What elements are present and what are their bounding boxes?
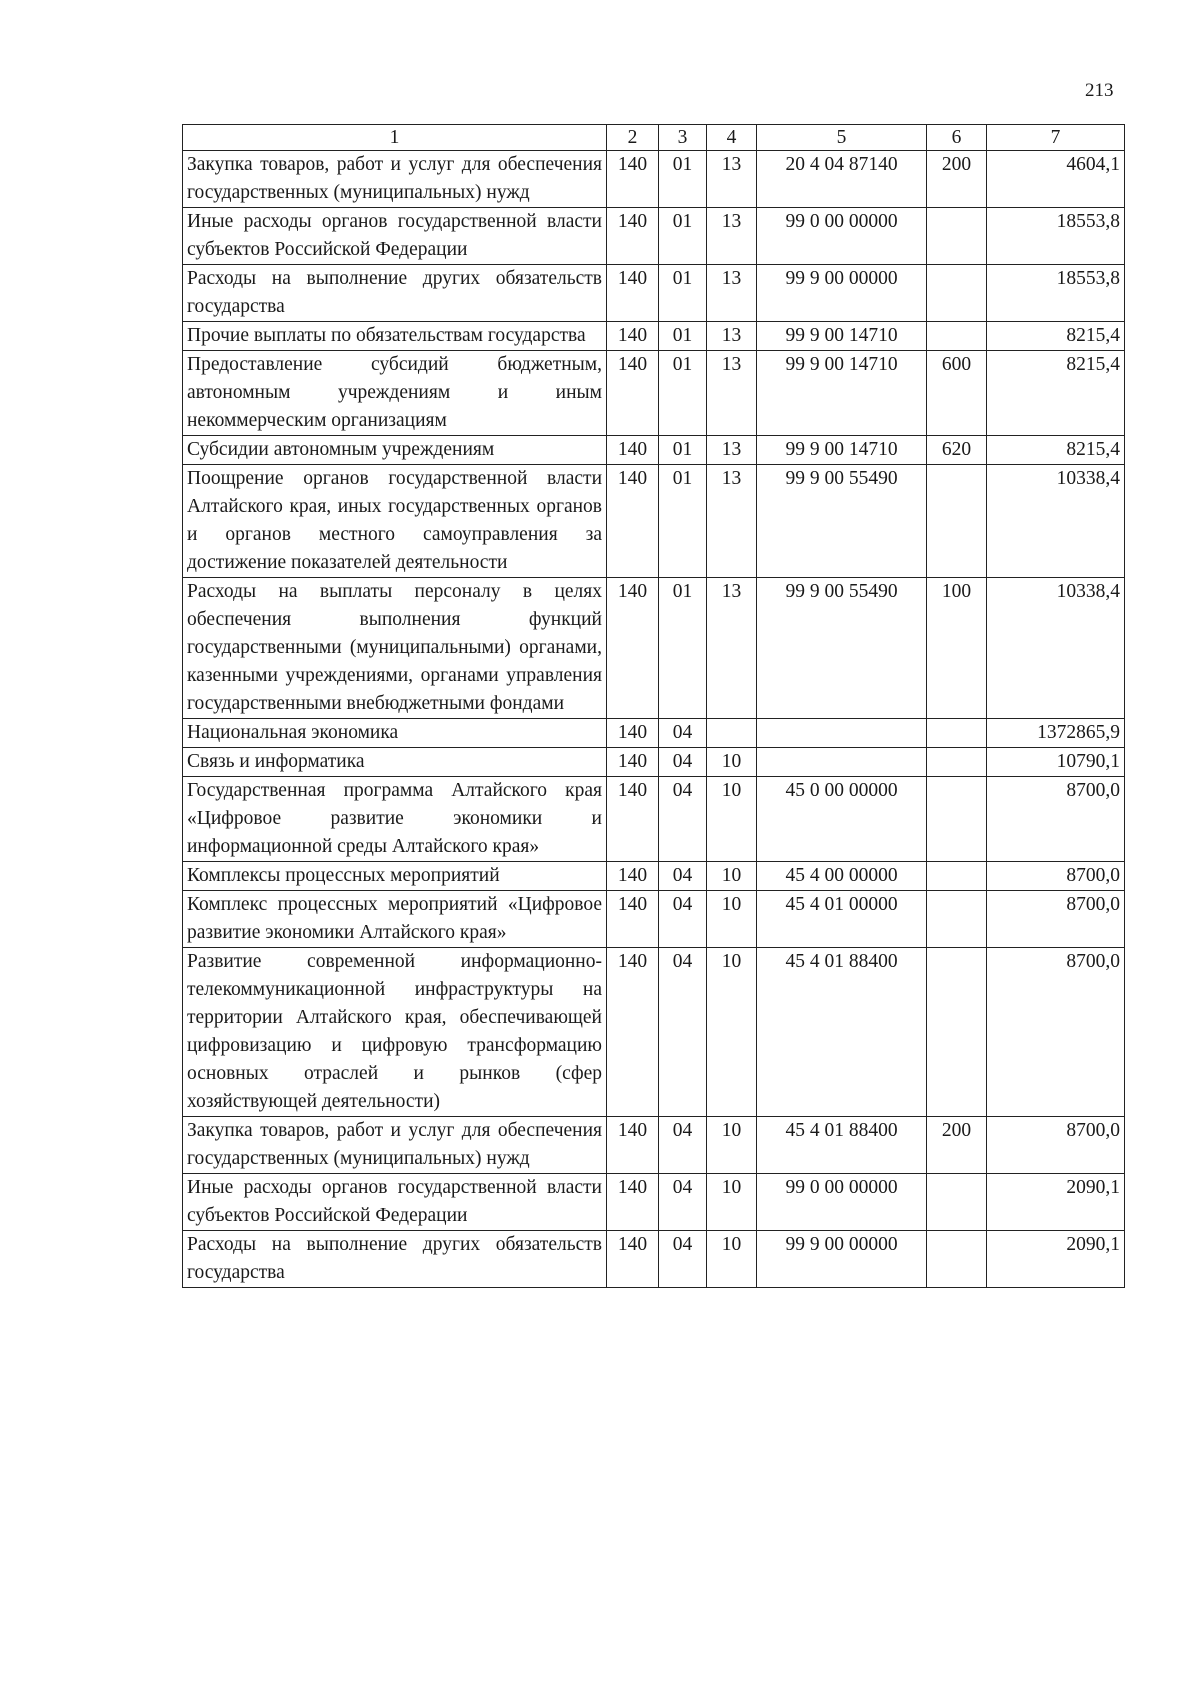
row-target-cell: 99 0 00 00000: [757, 1174, 927, 1231]
table-row: [183, 436, 1125, 465]
table-row: [183, 719, 1125, 748]
row-code-cell: 140: [607, 322, 659, 351]
row-type-cell: 100: [927, 578, 987, 719]
row-subsection-cell: 13: [707, 436, 757, 465]
row-subsection-cell: 10: [707, 1117, 757, 1174]
row-section-cell: 04: [659, 719, 707, 748]
row-section-cell: 01: [659, 578, 707, 719]
row-section-cell: 04: [659, 1174, 707, 1231]
row-target-cell: 99 9 00 55490: [757, 465, 927, 578]
column-header: 2: [607, 125, 659, 151]
row-type-cell: [927, 948, 987, 1117]
row-subsection-cell: 13: [707, 208, 757, 265]
row-type-cell: [927, 862, 987, 891]
table-row: [183, 208, 1125, 265]
row-name-cell: Государственная программа Алтайского края «Цифровое развитие экономики и информационной среды Алтайского края»: [183, 777, 607, 862]
row-code-cell: 140: [607, 748, 659, 777]
row-target-cell: 45 4 01 88400: [757, 948, 927, 1117]
row-amount-cell: 8700,0: [987, 777, 1125, 862]
table-row: [183, 465, 1125, 578]
row-name-cell: Национальная экономика: [183, 719, 607, 748]
column-header: 7: [987, 125, 1125, 151]
row-amount-cell: 8700,0: [987, 862, 1125, 891]
row-type-cell: [927, 265, 987, 322]
table-row: [183, 1231, 1125, 1288]
row-code-cell: 140: [607, 578, 659, 719]
row-section-cell: 04: [659, 777, 707, 862]
row-subsection-cell: 13: [707, 578, 757, 719]
table-row: [183, 748, 1125, 777]
row-code-cell: 140: [607, 465, 659, 578]
row-target-cell: 99 9 00 00000: [757, 1231, 927, 1288]
row-name-cell: Комплексы процессных мероприятий: [183, 862, 607, 891]
row-section-cell: 04: [659, 1231, 707, 1288]
row-section-cell: 04: [659, 1117, 707, 1174]
row-subsection-cell: 10: [707, 1231, 757, 1288]
row-name-cell: Развитие современной информационно-телекоммуникационной инфраструктуры на территории Алтайского края, обеспечивающей цифровизацию и цифровую трансформацию основных отраслей и рынков (сфер хозяйствующей деятельности): [183, 948, 607, 1117]
row-name-cell: Закупка товаров, работ и услуг для обеспечения государственных (муниципальных) нужд: [183, 1117, 607, 1174]
table-row: [183, 1174, 1125, 1231]
table-row: [183, 891, 1125, 948]
row-amount-cell: 8215,4: [987, 436, 1125, 465]
budget-table: [182, 124, 1125, 1288]
row-amount-cell: 2090,1: [987, 1231, 1125, 1288]
column-header: 6: [927, 125, 987, 151]
row-type-cell: [927, 208, 987, 265]
row-name-cell: Иные расходы органов государственной власти субъектов Российской Федерации: [183, 208, 607, 265]
table-row: [183, 777, 1125, 862]
table-row: [183, 578, 1125, 719]
row-amount-cell: 10338,4: [987, 465, 1125, 578]
row-subsection-cell: 13: [707, 322, 757, 351]
row-subsection-cell: 13: [707, 351, 757, 436]
row-type-cell: [927, 748, 987, 777]
row-target-cell: 45 4 01 00000: [757, 891, 927, 948]
row-amount-cell: 8215,4: [987, 351, 1125, 436]
row-name-cell: Предоставление субсидий бюджетным, автономным учреждениям и иным некоммерческим организациям: [183, 351, 607, 436]
column-header: 4: [707, 125, 757, 151]
row-type-cell: [927, 322, 987, 351]
table-row: [183, 265, 1125, 322]
row-target-cell: 99 9 00 00000: [757, 265, 927, 322]
row-code-cell: 140: [607, 777, 659, 862]
row-subsection-cell: 13: [707, 465, 757, 578]
table-row: [183, 1117, 1125, 1174]
column-header: 3: [659, 125, 707, 151]
table-row: [183, 322, 1125, 351]
row-subsection-cell: 13: [707, 151, 757, 208]
row-name-cell: Субсидии автономным учреждениям: [183, 436, 607, 465]
row-amount-cell: 10790,1: [987, 748, 1125, 777]
row-amount-cell: 1372865,9: [987, 719, 1125, 748]
row-code-cell: 140: [607, 1117, 659, 1174]
row-name-cell: Прочие выплаты по обязательствам государства: [183, 322, 607, 351]
row-name-cell: Комплекс процессных мероприятий «Цифровое развитие экономики Алтайского края»: [183, 891, 607, 948]
row-subsection-cell: [707, 719, 757, 748]
row-target-cell: 20 4 04 87140: [757, 151, 927, 208]
row-name-cell: Иные расходы органов государственной власти субъектов Российской Федерации: [183, 1174, 607, 1231]
table-row: [183, 351, 1125, 436]
row-code-cell: 140: [607, 719, 659, 748]
row-section-cell: 01: [659, 351, 707, 436]
column-header: 5: [757, 125, 927, 151]
row-type-cell: 200: [927, 151, 987, 208]
row-target-cell: 45 0 00 00000: [757, 777, 927, 862]
row-target-cell: 45 4 01 88400: [757, 1117, 927, 1174]
row-section-cell: 01: [659, 208, 707, 265]
page-number: 213: [1085, 80, 1114, 101]
row-type-cell: [927, 465, 987, 578]
row-type-cell: 620: [927, 436, 987, 465]
table-body: [183, 151, 1125, 1288]
row-type-cell: 200: [927, 1117, 987, 1174]
row-section-cell: 04: [659, 862, 707, 891]
row-section-cell: 04: [659, 948, 707, 1117]
row-code-cell: 140: [607, 436, 659, 465]
row-section-cell: 04: [659, 748, 707, 777]
row-section-cell: 04: [659, 891, 707, 948]
row-code-cell: 140: [607, 265, 659, 322]
row-code-cell: 140: [607, 948, 659, 1117]
row-amount-cell: 8700,0: [987, 948, 1125, 1117]
row-target-cell: 99 9 00 55490: [757, 578, 927, 719]
row-amount-cell: 8215,4: [987, 322, 1125, 351]
row-type-cell: 600: [927, 351, 987, 436]
row-subsection-cell: 13: [707, 265, 757, 322]
row-type-cell: [927, 1231, 987, 1288]
row-subsection-cell: 10: [707, 1174, 757, 1231]
row-section-cell: 01: [659, 322, 707, 351]
row-subsection-cell: 10: [707, 862, 757, 891]
row-target-cell: 99 9 00 14710: [757, 436, 927, 465]
row-name-cell: Связь и информатика: [183, 748, 607, 777]
row-target-cell: 99 0 00 00000: [757, 208, 927, 265]
row-name-cell: Расходы на выполнение других обязательств государства: [183, 1231, 607, 1288]
row-section-cell: 01: [659, 436, 707, 465]
row-name-cell: Поощрение органов государственной власти Алтайского края, иных государственных органов и органов местного самоуправления за достижение показателей деятельности: [183, 465, 607, 578]
row-code-cell: 140: [607, 1174, 659, 1231]
row-section-cell: 01: [659, 265, 707, 322]
row-target-cell: 99 9 00 14710: [757, 351, 927, 436]
row-type-cell: [927, 777, 987, 862]
row-subsection-cell: 10: [707, 777, 757, 862]
row-type-cell: [927, 891, 987, 948]
row-amount-cell: 10338,4: [987, 578, 1125, 719]
row-type-cell: [927, 719, 987, 748]
row-target-cell: 99 9 00 14710: [757, 322, 927, 351]
row-amount-cell: 8700,0: [987, 891, 1125, 948]
table-row: [183, 948, 1125, 1117]
row-amount-cell: 2090,1: [987, 1174, 1125, 1231]
table-row: [183, 862, 1125, 891]
row-name-cell: Расходы на выполнение других обязательств государства: [183, 265, 607, 322]
row-amount-cell: 8700,0: [987, 1117, 1125, 1174]
row-amount-cell: 4604,1: [987, 151, 1125, 208]
table-row: [183, 151, 1125, 208]
row-name-cell: Закупка товаров, работ и услуг для обеспечения государственных (муниципальных) нужд: [183, 151, 607, 208]
row-code-cell: 140: [607, 891, 659, 948]
row-target-cell: [757, 748, 927, 777]
row-amount-cell: 18553,8: [987, 265, 1125, 322]
table-header-row: [183, 125, 1125, 151]
row-type-cell: [927, 1174, 987, 1231]
row-target-cell: 45 4 00 00000: [757, 862, 927, 891]
row-code-cell: 140: [607, 151, 659, 208]
row-subsection-cell: 10: [707, 948, 757, 1117]
row-target-cell: [757, 719, 927, 748]
row-code-cell: 140: [607, 351, 659, 436]
row-code-cell: 140: [607, 208, 659, 265]
column-header: 1: [183, 125, 607, 151]
row-subsection-cell: 10: [707, 748, 757, 777]
row-code-cell: 140: [607, 1231, 659, 1288]
row-subsection-cell: 10: [707, 891, 757, 948]
row-amount-cell: 18553,8: [987, 208, 1125, 265]
row-section-cell: 01: [659, 151, 707, 208]
row-code-cell: 140: [607, 862, 659, 891]
row-section-cell: 01: [659, 465, 707, 578]
row-name-cell: Расходы на выплаты персоналу в целях обеспечения выполнения функций государственными (муниципальными) органами, казенными учреждениями, органами управления государственными внебюджетными фондами: [183, 578, 607, 719]
